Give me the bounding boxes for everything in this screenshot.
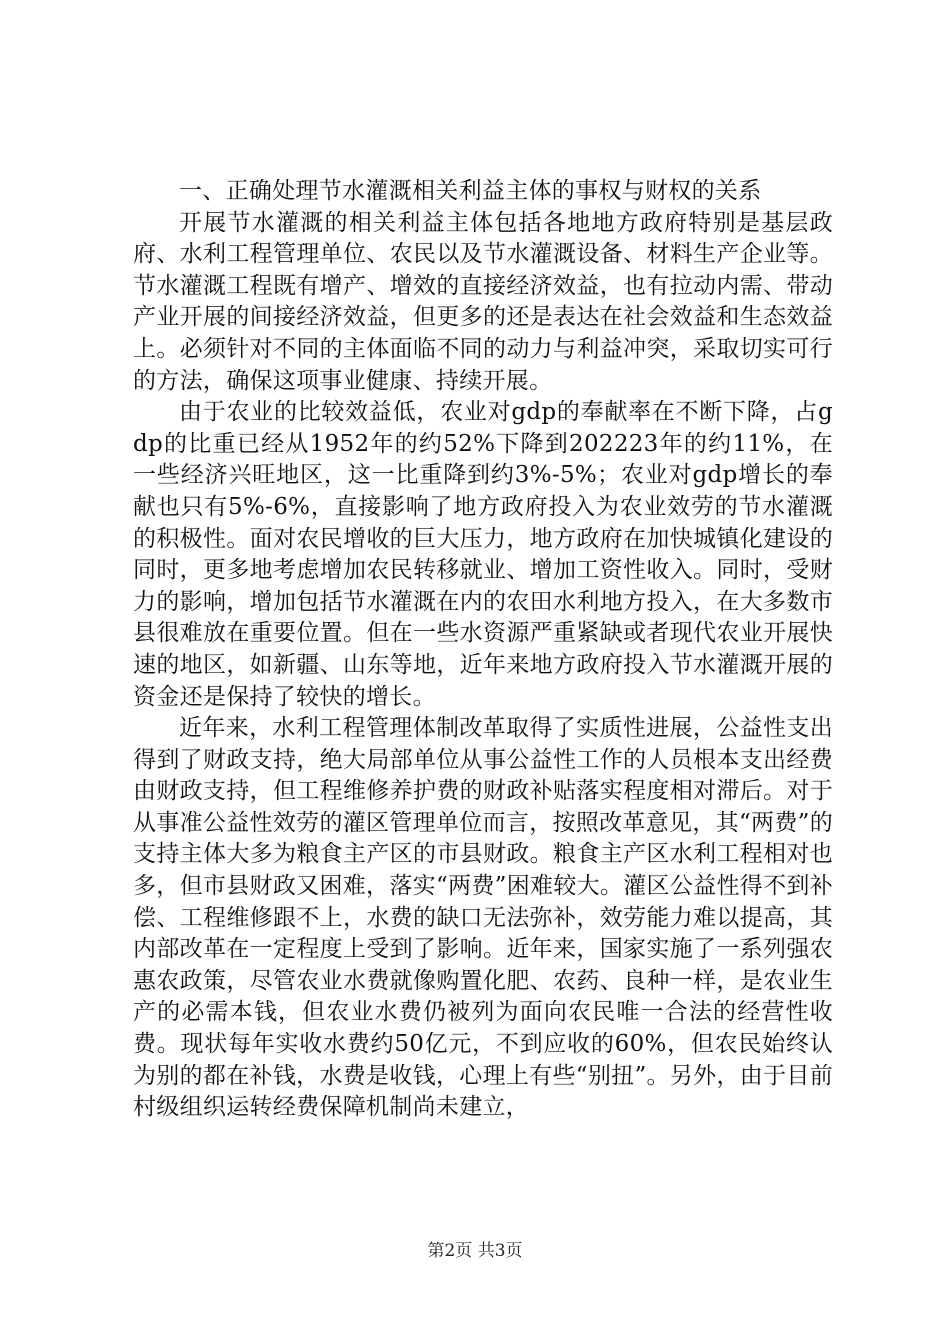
document-body: [133, 176, 833, 1124]
paragraph-3: 近年来，水利工程管理体制改革取得了实质性进展，公益性支出得到了财政支持，绝大局部单位从事公益性工作的人员根本支出经费由财政支持，但工程维修养护费的财政补贴落实程度相对滞后。对于从事准公益性效劳的灌区管理单位而言，按照改革意见，其“两费”的支持主体大多为粮食主产区的市县财政。粮食主产区水利工程相对也多，但市县财政又困难，落实“两费”困难较大。灌区公益性得不到补偿、工程维修跟不上，水费的缺口无法弥补，效劳能力难以提高，其内部改革在一定程度上受到了影响。近年来，国家实施了一系列强农惠农政策，尽管农业水费就像购置化肥、农药、良种一样，是农业生产的必需本钱，但农业水费仍被列为面向农民唯一合法的经营性收费。现状每年实收水费约50亿元，不到应收的60%，但农民始终认为别的都在补钱，水费是收钱，心理上有些“别扭”。另外，由于目前村级组织运转经费保障机制尚未建立，: [133, 715, 833, 1121]
paragraph-2: 由于农业的比较效益低，农业对gdp的奉献率在不断下降，占gdp的比重已经从1952年的约52%下降到202223年的约11%，在一些经济兴旺地区，这一比重降到约3%-5%；农业对gdp增长的奉献也只有5%-6%，直接影响了地方政府投入为农业效劳的节水灌溉的积极性。面对农民增收的巨大压力，地方政府在加快城镇化建设的同时，更多地考虑增加农民转移就业、增加工资性收入。同时，受财力的影响，增加包括节水灌溉在内的农田水利地方投入，在大多数市县很难放在重要位置。但在一些水资源严重紧缺或者现代农业开展快速的地区，如新疆、山东等地，近年来地方政府投入节水灌溉开展的资金还是保持了较快的增长。: [133, 399, 833, 710]
page-footer: 第2页 共3页: [427, 1241, 523, 1261]
section-heading: 一、正确处理节水灌溉相关利益主体的事权与财权的关系: [179, 178, 762, 204]
paragraph-1: 开展节水灌溉的相关利益主体包括各地地方政府特别是基层政府、水利工程管理单位、农民以及节水灌溉设备、材料生产企业等。节水灌溉工程既有增产、增效的直接经济效益，也有拉动内需、带动产业开展的间接经济效益，但更多的还是表达在社会效益和生态效益上。必须针对不同的主体面临不同的动力与利益冲突，采取切实可行的方法，确保这项事业健康、持续开展。: [133, 209, 833, 394]
